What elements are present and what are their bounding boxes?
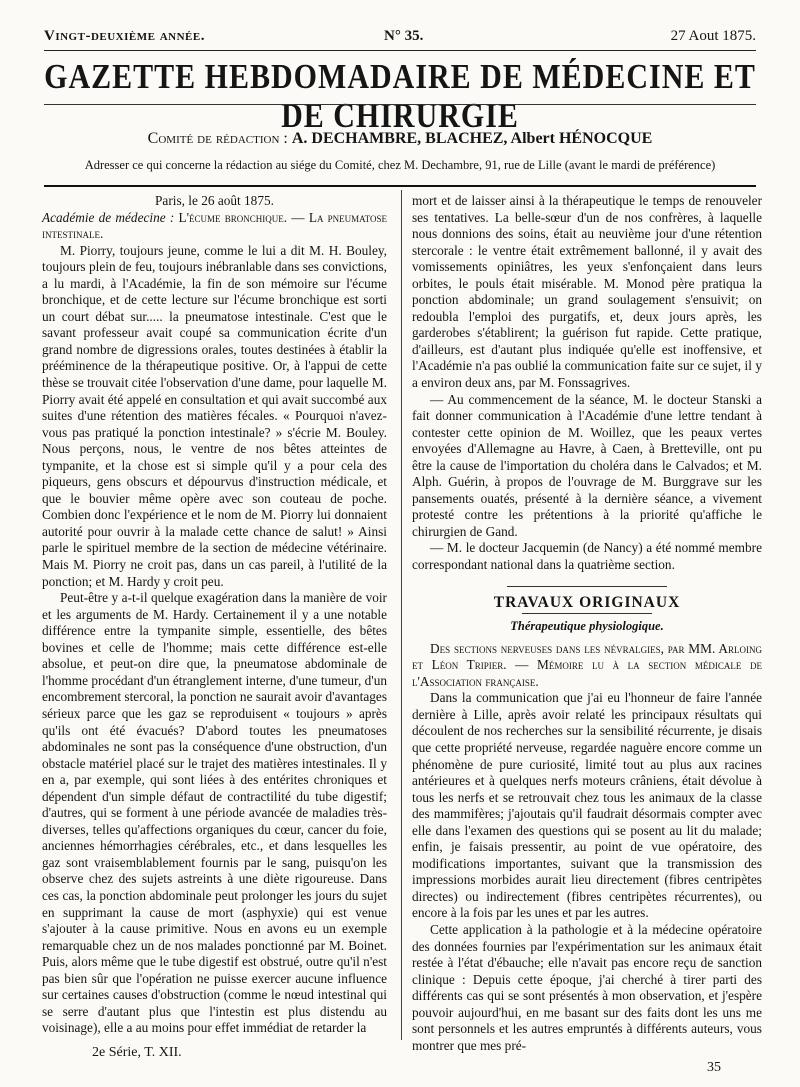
issue-date: 27 Aout 1875.: [670, 28, 756, 44]
content-top-rule: [44, 185, 756, 187]
paragraph: Peut-être y a-t-il quelque exagération dans la manière de voir et les arguments de M. Hardy. Certainement il y a une notable différence entre la tympanite simple, essentielle, des bêtes bovines et celle de l'homme; mais cette différence est-elle absolue, et peut-on dire que, la pneumatose abdominale de l'homme procédant d'un étranglement interne, d'une tumeur, d'un encombrement stercoral, la ponction ne saurait avoir d'avantages sérieux parce que les gaz se reproduisent « toujours » après qu'ils ont été évacués? D'abord toutes les pneumatoses abdominales ne sont pas la conséquence d'une obstruction, d'un obstacle matériel placé sur le trajet des matières intestinales. Il y en a, par exemple, qui sont liées à des entérites chroniques et dépendent d'un simple défaut de contractilité du tube digestif; d'autres, qui se forment à une période avancée de maladies très-diverses, telles qu'affections organiques du cœur, cancer du foie, anciennes hémorrhagies cérébrales, etc., et dans lesquelles les gaz sont vraisemblablement fournis par le sang, puisqu'on les observe chez des sujets astreints à une diète rigoureuse. Dans ces cas, la ponction abdominale peut prolonger les jours du sujet en supprimant la cause de mort (asphyxie) qui est venue s'ajouter à la cause primitive. Nous en avons eu un exemple remarquable chez un de nos malades ponctionné par M. Boinet. Puis, alors même que le tube digestif est obstrué, outre qu'il n'est pas bien sûr que l'opération ne puisse exercer aucune influence sur certaines causes d'obstruction (comme le nœud intestinal qui se serre d'autant plus que l'intestin est plus distendu au voisinage), elle a au moins pour effet immédiat de retarder la: [42, 590, 387, 1036]
paragraph: — M. le docteur Jacquemin (de Nancy) a été nommé membre correspondant national dans la quatrième section.: [412, 540, 762, 573]
column-divider: [401, 190, 402, 1040]
article-title: Des sections nerveuses dans les névralgies, par MM. Arloing et Léon Tripier. — Mémoire lu à la section médicale de l'Association française.: [412, 640, 762, 689]
committee-label: Comité de rédaction :: [147, 130, 288, 147]
rubric-topic: L'écume bronchique. — La pneumatose intestinale.: [42, 209, 388, 242]
left-column: [42, 193, 387, 1037]
issue-line: [44, 28, 756, 48]
dateline: Paris, le 26 août 1875.: [155, 193, 274, 208]
section-divider: [507, 586, 667, 587]
section-title-rule: [522, 613, 652, 614]
editorial-committee: [44, 130, 756, 148]
committee-names: A. DECHAMBRE, BLACHEZ, Albert HÉNOCQUE: [291, 130, 653, 147]
rubric-academy: Académie de médecine :: [42, 209, 175, 225]
masthead-title: GAZETTE HEBDOMADAIRE DE MÉDECINE ET DE CHIRURGIE: [44, 58, 756, 136]
series-footer: 2e Série, T. XII.: [92, 1045, 182, 1060]
issue-number: N° 35.: [384, 28, 424, 44]
right-column: [412, 193, 762, 1054]
paragraph: M. Piorry, toujours jeune, comme le lui a dit M. H. Bouley, toujours plein de feu, toujours inébranlable dans ses convictions, a lu mardi, à l'Académie, la fin de son mémoire sur l'écume bronchique, et de cette lecture sur l'écume bronchique est sorti un court débat sur..... la pneumatose intestinale. C'est que le savant professeur avait coupé sa communication écrite d'un grand nombre de digressions orales, toutes destinées à établir la prééminence de la thérapeutique positive. Or, à l'appui de cette thèse se trouvait citée l'observation d'une dame, pour laquelle M. Piorry avait été appelé en consultation et qui avait succombé aux suites d'une rétention des matières fécales. « Pourquoi n'avez-vous pas pratiqué la ponction intestinale? » s'écrie M. Bouley. Nous perçons, nous, le ventre de nos bêtes atteintes de tympanite, et la chose est si simple qu'il y a pour cela des piqueurs, gens obscurs et dépourvus d'instruction médicale, et que le bouvier même opère avec son couteau de poche. Combien donc l'expérience et le nom de M. Piorry lui donnaient autorité pour ouvrir à la malade cette chance de salut! » Ainsi parle le spirituel membre de la section de médecine vétérinaire. Mais M. Piorry ne croit pas, dans un cas pareil, à l'utilité de la ponction; et M. Hardy y croit peu.: [42, 242, 387, 589]
header-rule: [44, 50, 756, 51]
paragraph: — Au commencement de la séance, M. le docteur Stanski a fait donner communication à l'Académie d'une lettre tendant à contester cette opinion de M. Woillez, que les peaux vertes envoyées d'Allemagne au Havre, à Caen, à Bretteville, ont pu être la cause de l'importation du choléra dans le Calvados; et M. Alph. Guérin, à propos de l'ouvrage de M. Burggrave sur les pansements ouatés, présenté à la dernière séance, a vivement protesté contre les prétentions à la priorité qu'affiche le chirurgien de Gand.: [412, 391, 762, 539]
section-subtitle: Thérapeutique physiologique.: [510, 619, 664, 634]
section-title: TRAVAUX ORIGINAUX: [493, 593, 681, 611]
rubric: [42, 210, 387, 243]
paragraph: Dans la communication que j'ai eu l'honneur de faire l'année dernière à Lille, après avoir relaté les principaux résultats qui découlent de nos recherches sur la sensibilité récurrente, je disais que cette propriété nerveuse, regardée naguère encore comme un phénomène de pure curiosité, limité tout au plus aux racines antérieures et à quelques nerfs moteurs crâniens, était dévolue à tous les nerfs et se retrouvait chez tous les animaux de la classe des mammifères; j'ajoutais qu'il faudrait désormais compter avec elle dans l'examen des questions qui se posent au lit du malade; enfin, je faisais pressentir, au point de vue opératoire, des modifications importantes, suivant que la transmission des impressions morbides aurait lieu directement (fibres centripètes directes) ou indirectement (fibres centripètes récurrentes), ou encore à la fois par les unes et par les autres.: [412, 690, 762, 921]
page-number: 35: [707, 1060, 721, 1075]
year-label: Vingt-deuxième année.: [44, 28, 205, 44]
masthead-rule: [44, 104, 756, 105]
paragraph: mort et de laisser ainsi à la thérapeutique le temps de renouveler ses tentatives. La belle-sœur d'un de nos confrères, à laquelle nous donnions des soins, était au neuvième jour d'une rétention stercorale : le ventre était extrêmement ballonné, il y avait des vomissements opiniâtres, les yeux s'enfonçaient dans leurs orbites, le pouls était misérable. M. Monod père pratiqua la ponction abdominale; un grand soulagement s'ensuivit; on redoubla l'emploi des purgatifs, et, deux jours après, les garderobes s'établirent; la guérison fut rapide. Cette pratique, d'ailleurs, est d'autant plus indiquée qu'elle est inoffensive, et l'Académie n'a pas oublié la communication faite sur ce sujet, il y a environ deux ans, par M. Fonssagrives.: [412, 193, 762, 391]
paragraph: Cette application à la pathologie et à la médecine opératoire des données fournies par l'expérimentation sur les animaux était restée à l'état d'ébauche; elle n'avait pas encore reçu de sanction clinique : Depuis cette époque, j'ai cherché à tirer parti des différents cas qui se sont présentés à mon observation, et j'espère pouvoir aujourd'hui, en me basant sur des faits dont les uns me sont personnels et les autres empruntés à différents auteurs, vous montrer que mes pré-: [412, 921, 762, 1053]
editorial-address: Adresser ce qui concerne la rédaction au siége du Comité, chez M. Dechambre, 91, rue de Lille (avant le mardi de préférence): [84, 158, 716, 172]
